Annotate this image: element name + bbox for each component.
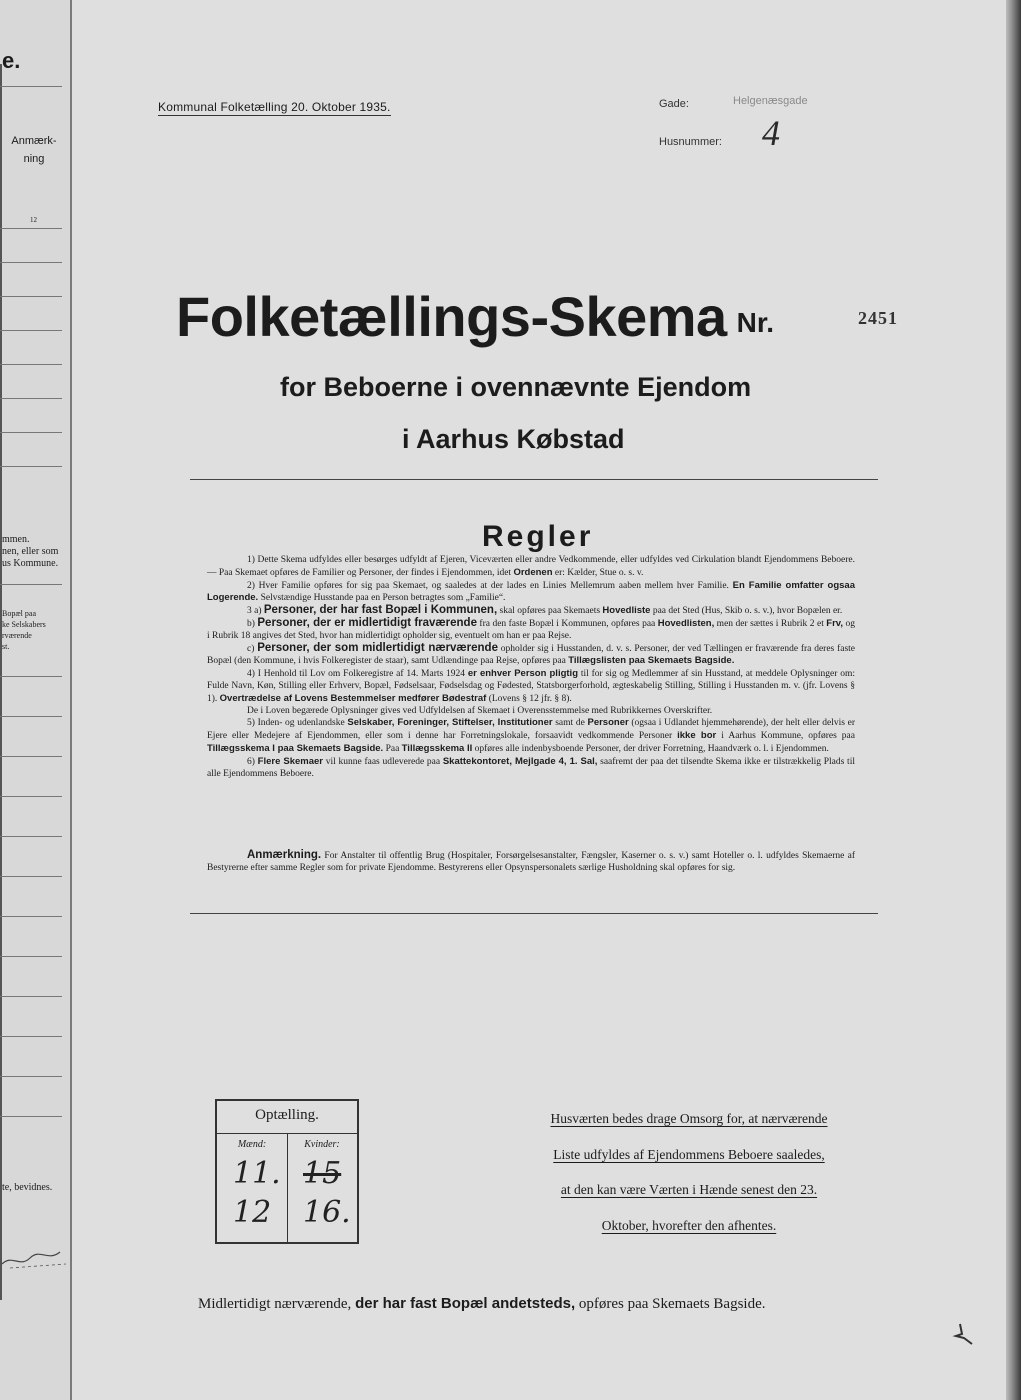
form-number-label: Nr. [736,307,775,338]
left-rule [0,796,62,797]
left-text-fragment: nen, eller som [2,546,59,557]
left-rule [0,676,62,677]
count-men-value: 11. [233,1156,281,1191]
left-rule [0,756,62,757]
street-value-stamp: Helgenæsgade [733,95,808,107]
left-column-number: 12 [30,216,37,224]
left-rule [0,296,62,297]
count-women-value: 15 [303,1156,342,1191]
divider-rule [190,913,878,914]
house-number-value: 4 [762,113,780,153]
annotation-text: For Anstalter til offentlig Brug (Hospitaler, Forsørgelsesanstalter, Fængsler, Kaserner o. s. v.) samt Hoteller o. l. udfyldes Skemaerne af Bestyrerne efter samme Regler som for private Ejendomme. Bestyrerens eller Opsynspersonalets særlige Husholdning skal opføres for sig. [207,851,855,873]
rule-paragraph-3a: 3 a) Personer, der har fast Bopæl i Kommunen, skal opføres paa Skemaets Hovedliste paa det Sted (Hus, Skib o. s. v.), hvor Bopælen er. [247,604,843,617]
count-men-value: 12 [233,1195,272,1230]
count-box-title: Optælling. [255,1107,319,1123]
left-rule [0,1116,62,1117]
left-signature-scribble [0,1244,70,1274]
count-men-label: Mænd: [237,1139,267,1150]
left-rule [0,584,62,585]
left-text-fragment: rværende [2,631,32,640]
left-column-header: Anmærk- ning [11,135,57,165]
left-heading-fragment: e. [2,48,21,73]
left-rule [0,262,62,263]
left-text-fragment: te, bevidnes. [2,1182,53,1193]
left-rule [0,876,62,877]
landlord-notice-line: Husværten bedes drage Omsorg for, at nærværende [550,1111,828,1126]
rules-text [207,555,855,780]
left-rule [0,330,62,331]
annotation-note [207,850,855,875]
form-subtitle-1: for Beboerne i ovennævnte Ejendom [280,372,752,402]
annotation-label: Anmærkning. [247,849,322,861]
count-box [215,1099,359,1244]
rule-paragraph-6: 6) Flere Skemaer vil kunne faas udleverede paa Skattekontoret, Mejlgade 4, 1. Sal, saafremt der paa det tilsendte Skema ikke er tilstrækkelig Plads til alle Ejendommens Beboere. [207,755,855,779]
house-number-label: Husnummer: [659,136,722,148]
count-women-value: 16. [303,1195,351,1230]
left-text-fragment: us Kommune. [2,558,59,569]
form-title-text: Folketællings-Skema [176,285,727,348]
left-rule [0,716,62,717]
rules-heading: Regler [482,520,594,553]
left-rule [0,1036,62,1037]
left-rule [0,398,62,399]
landlord-notice-line: Liste udfyldes af Ejendommens Beboere saaledes, [553,1146,825,1162]
footer-note: Midlertidigt nærværende, der har fast Bopæl andetsteds, opføres paa Skemaets Bagside. [198,1295,766,1312]
census-header-title: Kommunal Folketælling 20. Oktober 1935. [158,100,391,114]
left-rule [0,1076,62,1077]
rule-paragraph-4-extra: De i Loven begærede Oplysninger gives ved Udfyldelsen af Skemaet i Overensstemmelse med Rubrikkernes Overskrifter. [247,705,713,716]
left-rule [0,364,62,365]
rule-paragraph-4: 4) I Henhold til Lov om Folkeregistre af 14. Marts 1924 er enhver Person pligtig til for sig og Medlemmer af sin Husstand, at meddele Oplysninger om: Fulde Navn, Køn, Stilling eller Erhverv, Bopæl, Fødselsaar, Fødselsdag og Fødested, Statsborgerforhold, ægteskabelig Stilling, Stilling i Husstanden m. v. (jfr. Lovens § 1). Overtrædelse af Lovens Bestemmelser medfører Bødestraf (Lovens § 12 jfr. § 8). [207,668,855,704]
landlord-notice [516,1101,862,1243]
rule-paragraph-3b: b) Personer, der er midlertidigt fraværende fra den faste Bopæl i Kommunen, opføres paa Hovedlisten, men der sættes i Rubrik 2 et Frv, og i Rubrik 18 angives det Sted, hvor han midlertidigt opholder sig, eventuelt om han er paa Rejse. [207,616,855,641]
left-rule [0,836,62,837]
rule-paragraph-1: 1) Dette Skema udfyldes eller besørges udfyldt af Ejeren, Viceværten eller andre Vedkommende, eller udfyldes ved Cirkulation blandt Ejendommens Beboere. — Paa Skemaet opføres de Familier og Personer, der findes i Ejendommen, idet Ordenen er: Kælder, Stue o. s. v. [207,555,855,578]
left-column-line [0,64,2,1300]
left-rule [0,432,62,433]
left-rule [0,466,62,467]
rule-paragraph-3c: c) Personer, der som midlertidigt nærværende opholder sig i Husstanden, d. v. s. Personer, der ved Tællingen er fraværende fra deres faste Bopæl (den Kommune, i hvis Folkeregister de staar), samt Udlændinge paa Rejse, opføres paa Tillægslisten paa Skemaets Bagside. [207,641,855,667]
left-rule [0,996,62,997]
divider-rule [190,479,878,480]
count-women-label: Kvinder: [304,1139,340,1150]
left-page-fragment [0,0,72,1400]
form-number-stamp: 2451 [858,308,898,328]
left-rule [0,228,62,229]
rule-paragraph-2: 2) Hver Familie opføres for sig paa Skemaet, og saaledes at der lades en Linies Mellemrum aaben mellem hver Familie. En Familie omfatter ogsaa Logerende. Selvstændige Husstande paa en Person betragtes som „Familie“. [207,579,855,604]
landlord-notice-line: at den kan være Værten i Hænde senest den 23. [560,1182,818,1197]
form-title [176,282,774,358]
page-edge-shadow [1006,0,1021,1400]
left-text-fragment: st. [2,642,10,651]
landlord-notice-line: Oktober, hvorefter den afhentes. [601,1217,777,1233]
corner-ink-mark [952,1322,976,1348]
left-rule [0,916,62,917]
street-label: Gade: [659,98,689,110]
left-rule [0,956,62,957]
left-text-fragment: ke Selskabers [2,620,46,629]
form-subtitle-2: i Aarhus Købstad [402,424,625,454]
left-text-fragment: Bopæl paa [2,609,36,618]
left-text-fragment: mmen. [2,534,30,545]
left-rule [0,86,62,87]
rule-paragraph-5: 5) Inden- og udenlandske Selskaber, Foreninger, Stiftelser, Institutioner samt de Personer (ogsaa i Udlandet hjemmehørende), der helt eller delvis er Ejere eller Medejere af Ejendommen, eller som i denne har Forretningslokale, forsaavidt vedkommende Personer ikke bor i Aarhus Kommune, opføres paa Tillægsskema I paa Skemaets Bagside. Paa Tillægsskema II opføres alle indenbysboende Personer, der driver Forretning, Haandværk o. l. i Ejendommen. [207,717,855,754]
